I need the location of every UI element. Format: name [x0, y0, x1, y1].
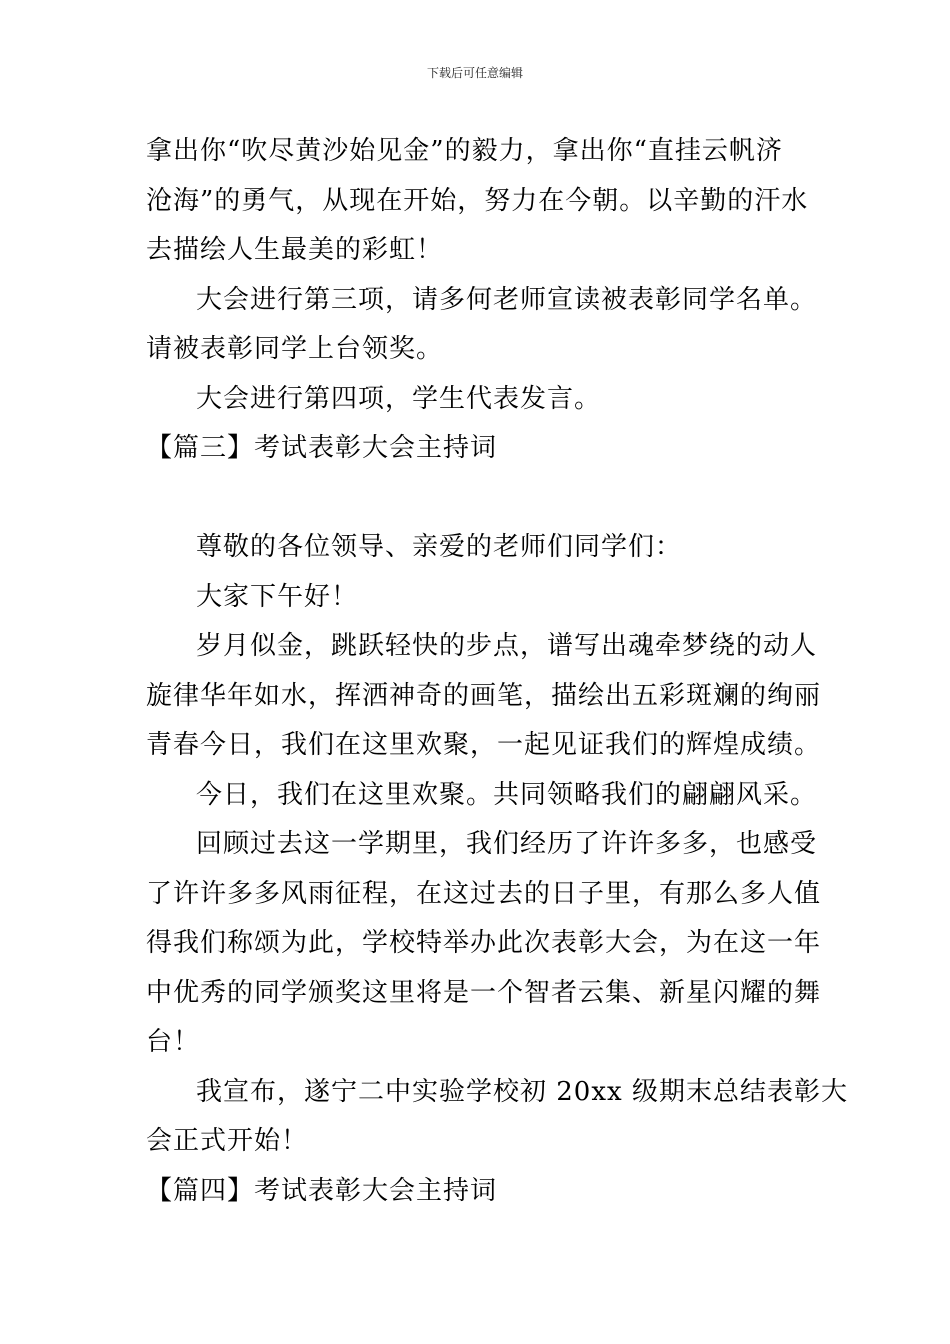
paragraph-line: 青春今日，我们在这里欢聚，一起见证我们的辉煌成绩。 — [146, 730, 822, 760]
paragraph-line: 我宣布，遂宁二中实验学校初 20xx 级期末总结表彰大 — [196, 1077, 848, 1107]
paragraph-line: 大会进行第四项，学生代表发言。 — [196, 384, 602, 414]
page-header: 下载后可任意编辑 — [426, 66, 523, 80]
section-heading: 【篇四】考试表彰大会主持词 — [146, 1176, 498, 1206]
paragraph-line: 拿出你“吹尽黄沙始见金”的毅力，拿出你“直挂云帆济 — [146, 136, 783, 166]
paragraph-line: 旋律华年如水，挥洒神奇的画笔，描绘出五彩斑斓的绚丽 — [146, 681, 822, 711]
paragraph-line: 大会进行第三项，请多何老师宣读被表彰同学名单。 — [196, 285, 818, 315]
paragraph-line: 得我们称颂为此，学校特举办此次表彰大会，为在这一年 — [146, 928, 822, 958]
paragraph-line: 去描绘人生最美的彩虹！ — [146, 235, 444, 265]
paragraph-line: 会正式开始！ — [146, 1126, 309, 1156]
paragraph-line: 岁月似金，跳跃轻快的步点，谱写出魂牵梦绕的动人 — [196, 631, 818, 661]
paragraph-line: 今日，我们在这里欢聚。共同领略我们的翩翩风采。 — [196, 780, 818, 810]
paragraph-line: 回顾过去这一学期里，我们经历了许许多多，也感受 — [196, 829, 818, 859]
paragraph-line: 了许许多多风雨征程，在这过去的日子里，有那么多人值 — [146, 879, 822, 909]
salutation: 尊敬的各位领导、亲爱的老师们同学们： — [196, 532, 683, 562]
paragraph-line: 请被表彰同学上台领奖。 — [146, 334, 444, 364]
greeting: 大家下午好！ — [196, 582, 359, 612]
paragraph-line: 中优秀的同学颁奖这里将是一个智者云集、新星闪耀的舞 — [146, 978, 822, 1008]
section-heading: 【篇三】考试表彰大会主持词 — [146, 433, 498, 463]
paragraph-line: 台！ — [146, 1027, 201, 1057]
paragraph-line: 沧海”的勇气，从现在开始，努力在今朝。以辛勤的汗水 — [146, 186, 809, 216]
